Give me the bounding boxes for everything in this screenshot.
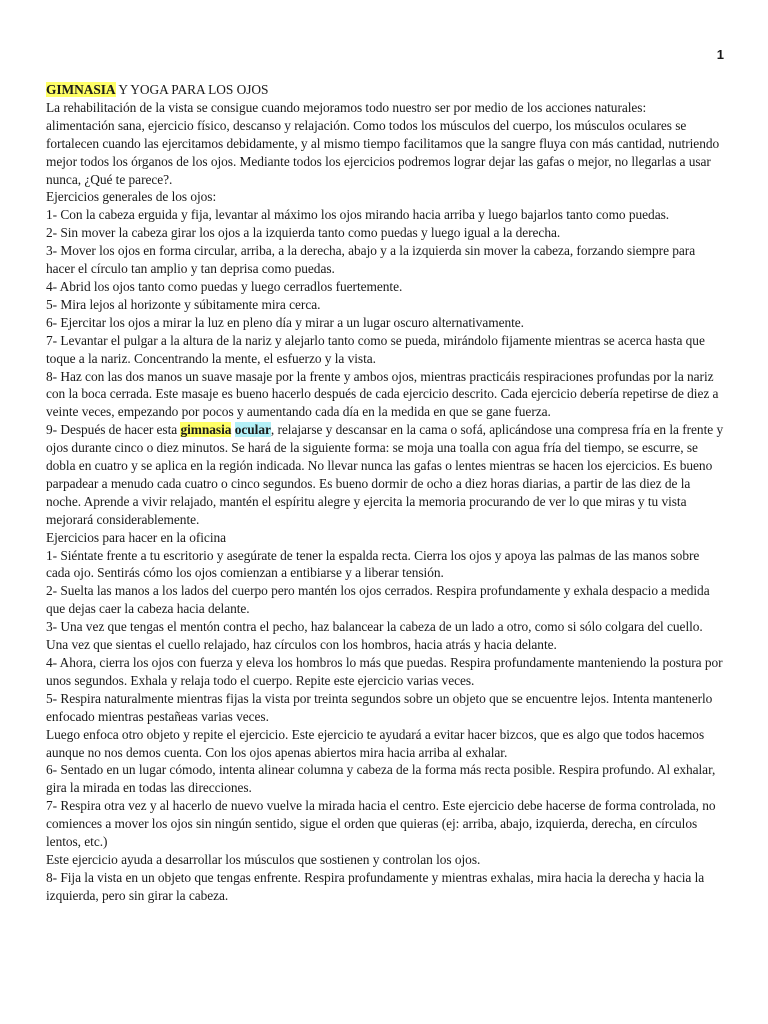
title-text: Y YOGA PARA LOS OJOS	[115, 82, 269, 97]
body-paragraph: alimentación sana, ejercicio físico, descanso y relajación. Como todos los músculos del cuerpo, los músculos oculares se fortalecen cuando las ejercitamos debidamente, y al mismo tiempo facilitamos que la sangre fluya con más cantidad, nutriendo mejor todos los órganos de los ojos. Mediante todos los ejercicios podremos lograr dejar las gafas o mejor, no llegarlas a usar nunca, ¿Qué te parece?.	[46, 117, 720, 187]
body-paragraph: 4- Abrid los ojos tanto como puedas y luego cerradlos fuertemente.	[46, 278, 403, 294]
office-paragraph: Este ejercicio ayuda a desarrollar los músculos que sostienen y controlan los ojos.	[46, 851, 481, 867]
body-paragraph: 6- Ejercitar los ojos a mirar la luz en pleno día y mirar a un lugar oscuro alternativamente.	[46, 314, 524, 330]
body-paragraph: Ejercicios generales de los ojos:	[46, 189, 217, 205]
title-highlight: GIMNASIA	[46, 82, 116, 97]
highlight-gimnasia: gimnasia	[180, 422, 232, 438]
body-paragraph: 3- Mover los ojos en forma circular, arriba, a la derecha, abajo y a la izquierda sin mover la cabeza, forzando siempre para hacer el círculo tan amplio y tan deprisa como puedas.	[46, 243, 696, 277]
office-paragraph: Ejercicios para hacer en la oficina	[46, 529, 227, 545]
office-paragraph: 5- Respira naturalmente mientras fijas la vista por treinta segundos sobre un objeto que se encuentre lejos. Intenta mantenerlo enfocado mientras pestañeas varias veces.	[46, 690, 713, 724]
body-paragraph: 1- Con la cabeza erguida y fija, levantar al máximo los ojos mirando hacia arriba y luego bajarlos tanto como puedas.	[46, 207, 670, 223]
body-paragraph: 8- Haz con las dos manos un suave masaje por la frente y ambos ojos, mientras practicáis respiraciones profundas por la nariz con la boca cerrada. Este masaje es bueno hacerlo después de cada ejercicio descrito. Cada ejercicio debería repetirse de diez a veinte veces, empezando por pocos y aumentando cada día en la medida en que se gane fuerza.	[46, 368, 719, 420]
office-paragraph: 8- Fija la vista en un objeto que tengas enfrente. Respira profundamente y mientras exhalas, mira hacia la derecha y hacia la izquierda, pero sin girar la cabeza.	[46, 869, 705, 903]
document-body	[46, 81, 724, 905]
office-paragraph: 7- Respira otra vez y al hacerlo de nuevo vuelve la mirada hacia el centro. Este ejercicio debe hacerse de forma controlada, no comiences a mover los ojos sin ningún sentido, sigue el orden que quieras (ej: arriba, abajo, izquierda, derecha, en círculos lentos, etc.)	[46, 798, 716, 850]
paragraph-9	[46, 421, 724, 528]
paragraph-9-rest: , relajarse y descansar en la cama o sofá, aplicándose una compresa fría en la frente y ojos durante cinco o diez minutos. Se hará de la siguiente forma: se moja una toalla con agua fría del tiempo, se escurre, se dobla en cuatro y se aplica en la región indicada. No llevar nunca las gafas o lentes mientras se hacen los ejercicios. Es bueno parpadear a menudo cada cuatro o cinco segundos. Es bueno dormir de ocho a diez horas diarias, a partir de las diez de la noche. Aprende a vivir relajado, mantén el espíritu alegre y ejercita la memoria procurando de ver lo que miras y tu vista mejorará considerablemente.	[46, 422, 724, 527]
paragraph-9-prefix: 9- Después de hacer esta	[46, 422, 181, 438]
highlight-ocular: ocular	[234, 422, 271, 438]
office-paragraph: Luego enfoca otro objeto y repite el ejercicio. Este ejercicio te ayudará a evitar hacer bizcos, que es algo que todos hacemos aunque no nos demos cuenta. Con los ojos apenas abiertos mira hacia arriba al exhalar.	[46, 726, 705, 760]
page-number: 1	[716, 47, 724, 62]
page-title	[46, 81, 724, 99]
body-paragraph: 7- Levantar el pulgar a la altura de la nariz y alejarlo tanto como se pueda, mirándolo fijamente mientras se acerca hasta que toque a la nariz. Concentrando la mente, el esfuerzo y la vista.	[46, 332, 705, 366]
office-paragraph: 6- Sentado en un lugar cómodo, intenta alinear columna y cabeza de la forma más recta posible. Respira profundo. Al exhalar, gira la mirada en todas las direcciones.	[46, 762, 716, 796]
office-paragraph: 1- Siéntate frente a tu escritorio y asegúrate de tener la espalda recta. Cierra los ojos y apoya las palmas de las manos sobre cada ojo. Sentirás cómo los ojos comienzan a entibiarse y a liberar tensión.	[46, 547, 700, 581]
office-paragraph: 4- Ahora, cierra los ojos con fuerza y eleva los hombros lo más que puedas. Respira profundamente manteniendo la postura por unos segundos. Exhala y relaja todo el cuerpo. Repite este ejercicio varias veces.	[46, 655, 723, 688]
office-paragraph: 3- Una vez que tengas el mentón contra el pecho, haz balancear la cabeza de un lado a otro, como si sólo colgara del cuello. Una vez que sientas el cuello relajado, haz círculos con los hombros, hacia atrás y hacia delante.	[46, 619, 703, 653]
body-paragraph: La rehabilitación de la vista se consigue cuando mejoramos todo nuestro ser por medio de los acciones naturales:	[46, 99, 647, 115]
paragraph-group-office	[46, 529, 724, 905]
paragraph-group-intro	[46, 99, 724, 421]
office-paragraph: 2- Suelta las manos a los lados del cuerpo pero mantén los ojos cerrados. Respira profundamente y exhala despacio a medida que dejas caer la cabeza hacia delante.	[46, 583, 710, 617]
body-paragraph: 5- Mira lejos al horizonte y súbitamente mira cerca.	[46, 296, 321, 312]
body-paragraph: 2- Sin mover la cabeza girar los ojos a la izquierda tanto como puedas y luego igual a la derecha.	[46, 225, 561, 241]
